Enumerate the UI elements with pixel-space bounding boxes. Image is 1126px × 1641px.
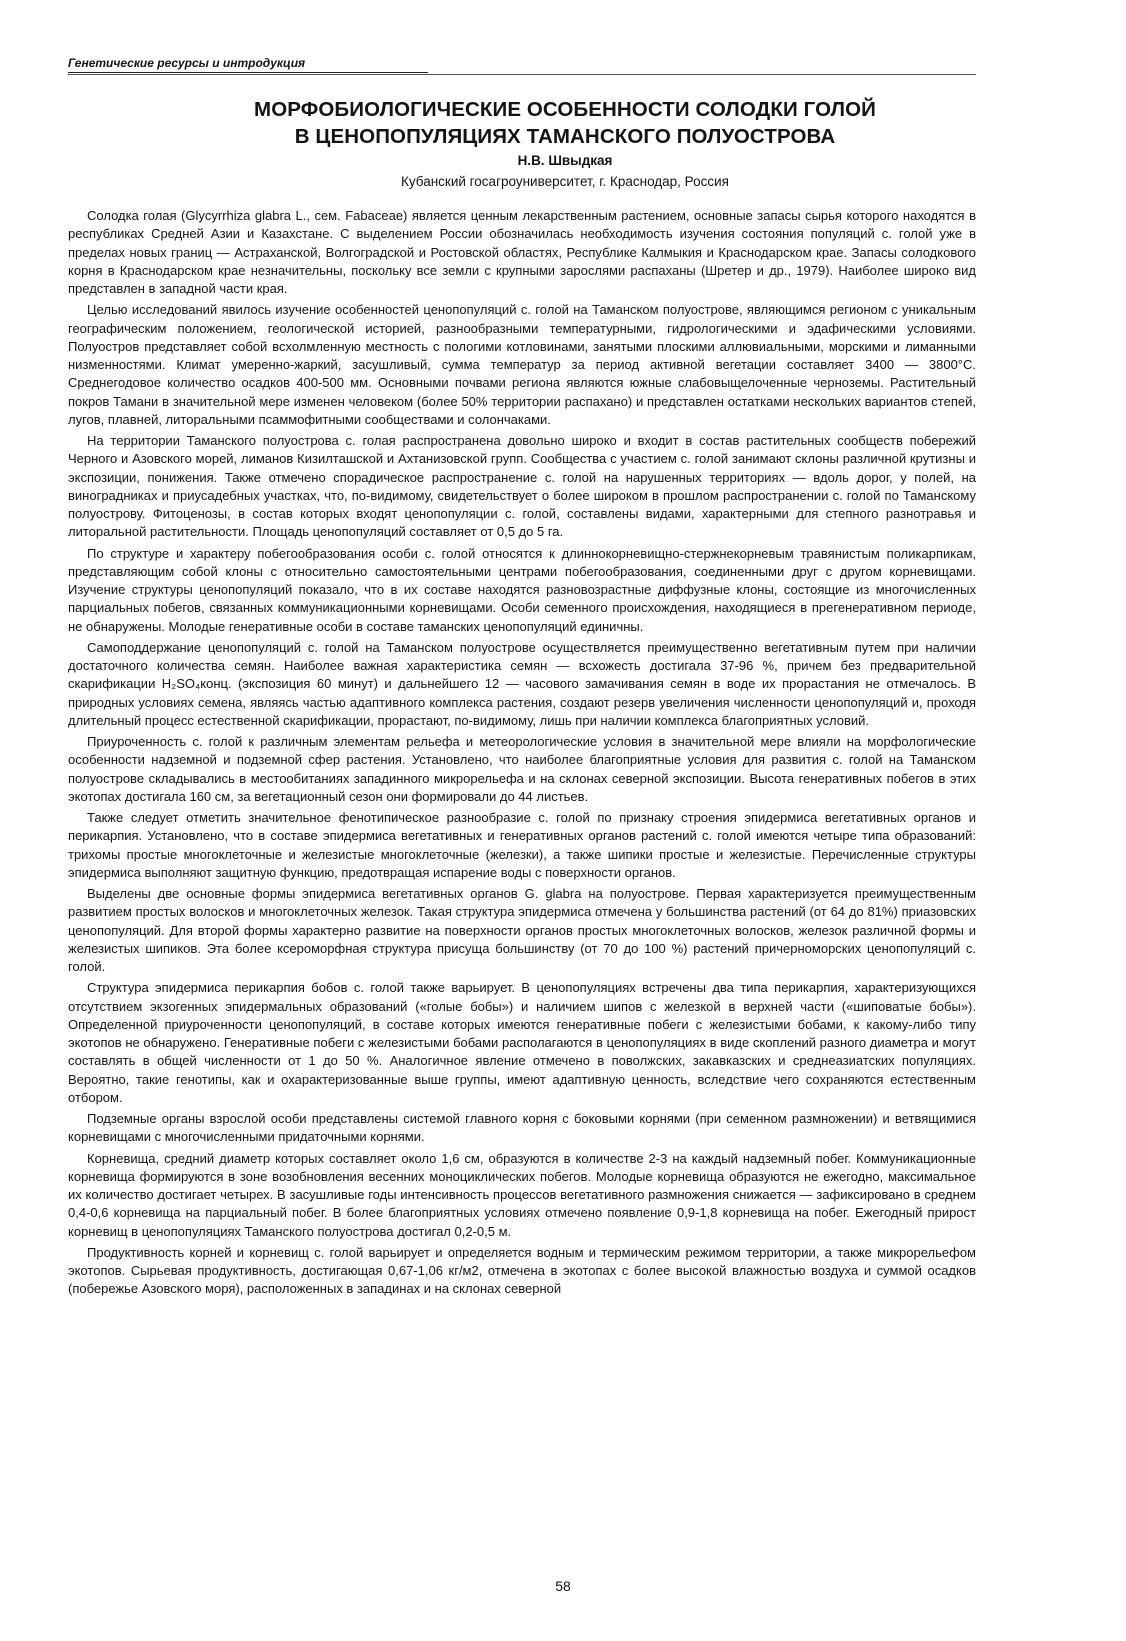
paragraph: По структуре и характеру побегообразования особи с. голой относятся к длиннокорневищно-стержнекорневым травянистым поликарпикам, представляющим собой клоны с относительно самостоятельными центрами побегообразования, соединенными друг с другом корневищами. Изучение структуры ценопопуляций показало, что в их составе находятся разновозрастные диффузные клоны, состоящие из многочисленных парциальных побегов, связанных коммуникационными корневищами. Особи семенного происхождения, находящиеся в прегенеративном периоде, не обнаружены. Молодые генеративные особи в составе таманских ценопопуляций единичны. [68,545,976,634]
paragraph: Корневища, средний диаметр которых составляет около 1,6 см, образуются в количестве 2-3 на каждый надземный побег. Коммуникационные корневища формируются в зоне возобновления весенних моноциклических побегов. Молодые корневища образуются не ежегодно, максимальное их количество достигает четырех. В засушливые годы интенсивность процессов вегетативного размножения снижается — зафиксировано в среднем 0,4-0,6 корневища на парциальный побег. В более благоприятных условиях отмечено появление 0,9-1,8 корневища на побег. Ежегодный прирост корневищ в ценопопуляциях Таманского полуострова достигал 0,2-0,5 м. [68,1150,976,1239]
title-line-1: МОРФОБИОЛОГИЧЕСКИЕ ОСОБЕННОСТИ СОЛОДКИ ГОЛОЙ [254,98,876,121]
paragraph: Солодка голая (Glycyrrhiza glabra L., сем. Fabaceae) является ценным лекарственным растением, основные запасы сырья которого находятся в республиках Средней Азии и Казахстане. С выделением России обозначилась необходимость изучения состояния популяций с. голой уже в пределах новых границ — Астраханской, Волгоградской и Ростовской областях, Республике Калмыкия и Краснодарском крае. Запасы солодкового корня в Краснодарском крае незначительны, поскольку все земли с крупными зарослями распаханы (Шретер и др., 1979). Наиболее широко вид представлен в западной части края. [68,208,976,296]
page-number: 58 [555,1578,571,1594]
paragraph: Подземные органы взрослой особи представлены системой главного корня с боковыми корнями (при семенном размножении) и ветвящимися корневищами с многочисленными придаточными корнями. [68,1111,976,1145]
article-body [68,207,976,1302]
paragraph: На территории Таманского полуострова с. голая распространена довольно широко и входит в состав растительных сообществ побережий Черного и Азовского морей, лиманов Кизилташской и Ахтанизовской групп. Сообщества с участием с. голой занимают склоны различной крутизны и экспозиции, понижения. Также отмечено спорадическое распространение с. голой на нарушенных территориях — вдоль дорог, у полей, на виноградниках и приусадебных участках, что, по-видимому, свидетельствует о более широком в прошлом распространении с. голой по Таманскому полуострову. Фитоценозы, в состав которых входят ценопопуляции с. голой, составлены видами, характерными для степного разнотравья и литоральной растительности. Площадь ценопопуляций составляет от 0,5 до 5 га. [68,433,976,540]
paragraph: Продуктивность корней и корневищ с. голой варьирует и определяется водным и термическим режимом территории, а также микрорельефом экотопов. Сырьевая продуктивность, достигающая 0,67-1,06 кг/м2, отмечена в экотопах с более высокой влажностью воздуха и суммой осадков (побережье Азовского моря), расположенных в западинах и на склонах северной [68,1244,976,1297]
paragraph: Выделены две основные формы эпидермиса вегетативных органов G. glabra на полуострове. Первая характеризуется преимущественным развитием простых волосков и многоклеточных железок. Такая структура эпидермиса отмечена у большинства растений (от 64 до 81%) приазовских ценопопуляций. Для второй формы характерно развитие на поверхности органов простых многоклеточных волосков, железок различной формы и железистых шипиков. Эта более ксероморфная структура присуща большинству (от 70 до 100 %) растений причерноморских ценопопуляций с. голой. [68,886,976,974]
article-title [180,96,950,150]
paragraph: Самоподдержание ценопопуляций с. голой на Таманском полуострове осуществляется преимущественно вегетативным путем при наличии достаточного количества семян. Наиболее важная характеристика семян — всхожесть достигала 37-96 %, причем без предварительной скарификации H₂SO₄конц. (экспозиция 60 минут) и дальнейшего 12 — часового замачивания семян в воде их прорастания не отмечалось. В природных условиях семена, являясь частью адаптивного комплекса растения, создают резерв увеличения численности ценопопуляций и, проходя длительный процесс естественной скарификации, прорастают, по-видимому, лишь при наличии комплекса благоприятных условий. [68,639,976,728]
author: Н.В. Швыдкая [517,153,613,168]
affiliation: Кубанский госагроуниверситет, г. Краснодар, Россия [401,174,729,189]
header-rule [68,74,976,75]
title-line-2: В ЦЕНОПОПУЛЯЦИЯХ ТАМАНСКОГО ПОЛУОСТРОВА [294,125,836,148]
paragraph: Также следует отметить значительное фенотипическое разнообразие с. голой по признаку строения эпидермиса вегетативных органов и перикарпия. Установлено, что в составе эпидермиса вегетативных и генеративных органов растений с. голой имеются четыре типа образований: трихомы простые многоклеточные и железистые многоклеточные (железки), а также шипики простые и железистые. Перечисленные структуры эпидермиса выполняют защитную функцию, предотвращая испарение воды с поверхности органов. [68,810,976,880]
paragraph: Приуроченность с. голой к различным элементам рельефа и метеорологические условия в значительной мере влияли на морфологические особенности надземной и подземной сфер растения. Установлено, что наиболее благоприятные условия для развития с. голой на Таманском полуострове складывались в местообитаниях западинного микрорельефа и на склонах северной экспозиции. Высота генеративных побегов в этих экотопах достигала 160 см, за вегетационный сезон они формировали до 44 листьев. [68,734,976,804]
running-head: Генетические ресурсы и интродукция [68,56,428,73]
paragraph: Структура эпидермиса перикарпия бобов с. голой также варьирует. В ценопопуляциях встречены два типа перикарпия, характеризующихся отсутствием экзогенных эпидермальных образований («голые бобы») и наличием шипов с железкой в верхней части («шиповатые бобы»). Определенной приуроченности ценопопуляций, в составе которых имеются генеративные побеги с железистыми бобами, к какому-либо типу экотопов не обнаружено. Генеративные побеги с железистыми бобами располагаются в ценопопуляциях в виде скоплений разного диаметра и могут составлять в общей численности от 1 до 50 %. Аналогичное явление отмечено в поволжских, закавказских и среднеазиатских популяциях. Вероятно, такие генотипы, как и охарактеризованные выше группы, имеют адаптивную ценность, вследствие чего сохраняются естественным отбором. [68,980,976,1105]
paragraph: Целью исследований явилось изучение особенностей ценопопуляций с. голой на Таманском полуострове, являющимся регионом с уникальным географическим положением, геологической историей, разнообразными температурными, гидрологическими и эдафическими условиями. Полуостров представляет собой всхолмленную местность с пологими котловинами, занятыми плоскими аллювиальными, морскими и лиманными низменностями. Климат умеренно-жаркий, засушливый, сумма температур за период активной вегетации составляет 3400 — 3800°С. Среднегодовое количество осадков 400-500 мм. Основными почвами региона являются южные слабовыщелоченные черноземы. Растительный покров Тамани в значительной мере изменен человеком (более 50% территории распахано) и представлен остатками нескольких вариантов степей, лугов, плавней, литоральными псаммофитными сообществами и солончаками. [68,302,976,427]
